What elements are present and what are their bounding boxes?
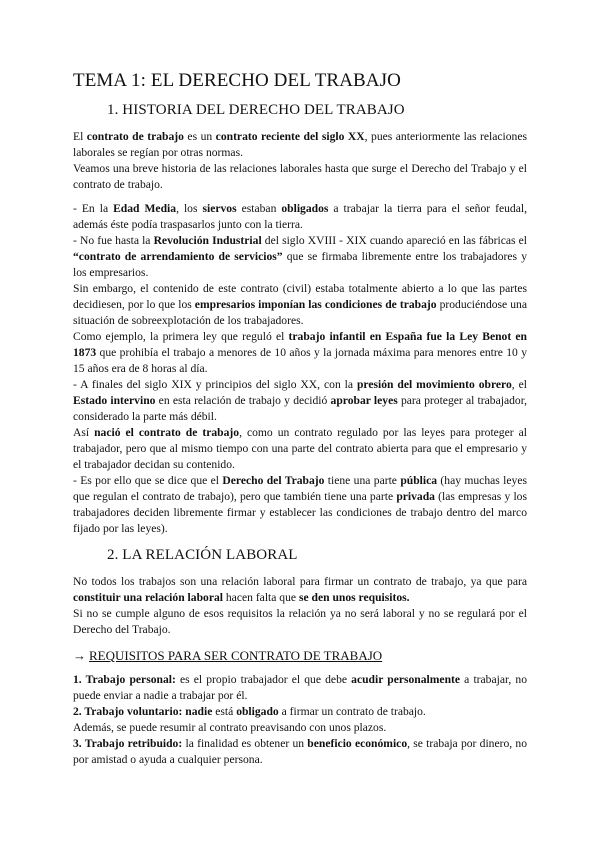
requisito-1: 1. Trabajo personal: es el propio trabajador el que debe acudir personalmente a trabajar, no puede enviar a nadie a trabajar por él. xyxy=(73,673,528,702)
s2-paragraph-2: Si no se cumple alguno de esos requisitos la relación ya no será laboral y no se regulará por el Derecho del Trabajo. xyxy=(73,607,527,636)
requisito-3: 3. Trabajo retribuido: la finalidad es obtener un beneficio económico, se trabaja por dinero, no por amistad o ayuda a cualquier persona. xyxy=(73,737,527,766)
s1-paragraph-4: - No fue hasta la Revolución Industrial del siglo XVIII - XIX cuando apareció en las fábricas el “contrato de arrendamiento de servicios” que se firmaba libremente entre los trabajadores y los empresarios. xyxy=(73,234,527,279)
s1-paragraph-7: - A finales del siglo XIX y principios del siglo XX, con la presión del movimiento obrero, el Estado intervino en esta relación de trabajo y decidió aprobar leyes para proteger al trabajador, considerado la parte más débil. xyxy=(73,378,527,423)
s2-paragraph-1: No todos los trabajos son una relación laboral para firmar un contrato de trabajo, ya que para constituir una relación laboral hacen falta que se den unos requisitos. xyxy=(73,575,527,604)
requisito-2-nota: Además, se puede resumir al contrato preavisando con unos plazos. xyxy=(73,721,387,734)
page-title: TEMA 1: EL DERECHO DEL TRABAJO xyxy=(73,70,401,91)
s1-paragraph-2: Veamos una breve historia de las relaciones laborales hasta que surge el Derecho del Trabajo y el contrato de trabajo. xyxy=(73,162,527,191)
arrow-right-icon: → xyxy=(73,648,86,663)
s1-paragraph-8: Así nació el contrato de trabajo, como un contrato regulado por las leyes para proteger al trabajador, pero que al mismo tiempo con una parte del contrato abierta para que el empresario y el trabajador decidan su contenido. xyxy=(73,426,527,471)
s1-paragraph-5: Sin embargo, el contenido de este contrato (civil) estaba totalmente abierto a lo que las partes decidiesen, por lo que los empresarios imponían las condiciones de trabajo produciéndose una situación de sobreexplotación de los trabajadores. xyxy=(73,282,527,327)
s1-paragraph-1: El contrato de trabajo es un contrato reciente del siglo XX, pues anteriormente las relaciones laborales se regían por otras normas. xyxy=(73,130,528,159)
s1-paragraph-3: - En la Edad Media, los siervos estaban obligados a trabajar la tierra para el señor feudal, además éste podía traspasarlos junto con la tierra. xyxy=(73,202,527,231)
requisitos-heading xyxy=(73,648,527,664)
s1-paragraph-9: - Es por ello que se dice que el Derecho del Trabajo tiene una parte pública (hay muchas leyes que regulan el contrato de trabajo), pero que también tiene una parte privada (las empresas y los trabajadores deciden libremente firmar y establecer las condiciones de trabajo dentro del marco fijado por las leyes). xyxy=(73,474,527,535)
section-2-heading: 2. LA RELACIÓN LABORAL xyxy=(107,547,298,563)
requisito-2: 2. Trabajo voluntario: nadie está obligado a firmar un contrato de trabajo. xyxy=(73,705,426,718)
s1-paragraph-6: Como ejemplo, la primera ley que reguló el trabajo infantil en España fue la Ley Benot en 1873 que prohibía el trabajo a menores de 10 años y la jornada máxima para menores entre 10 y 15 años era de 8 horas al día. xyxy=(73,330,527,375)
section-1-heading: 1. HISTORIA DEL DERECHO DEL TRABAJO xyxy=(107,102,405,118)
requisitos-label: REQUISITOS PARA SER CONTRATO DE TRABAJO xyxy=(89,648,383,663)
